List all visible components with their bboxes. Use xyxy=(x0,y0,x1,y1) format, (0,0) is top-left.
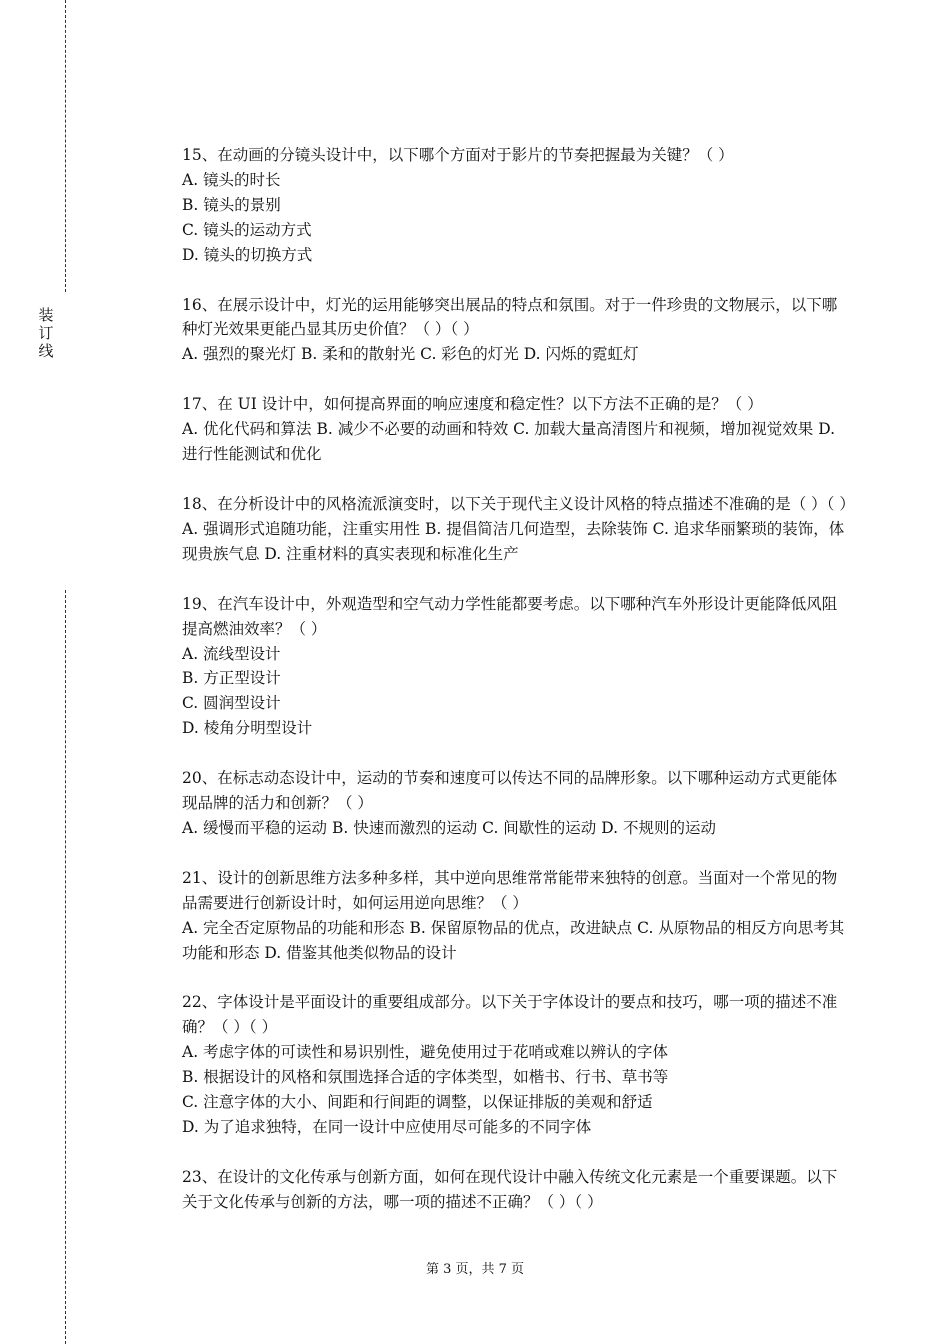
option-d: D. 为了追求独特，在同一设计中应使用尽可能多的不同字体 xyxy=(182,1118,592,1136)
binding-label-char: 订 xyxy=(38,324,54,342)
question-options: A. 完全否定原物品的功能和形态 B. 保留原物品的优点，改进缺点 C. 从原物品的相反方向思考其功能和形态 D. 借鉴其他类似物品的设计 xyxy=(182,918,845,962)
question-options: A. 强烈的聚光灯 B. 柔和的散射光 C. 彩色的灯光 D. 闪烁的霓虹灯 xyxy=(182,345,639,364)
option-a: A. 流线型设计 xyxy=(182,644,281,663)
question-16 xyxy=(182,293,852,368)
question-17 xyxy=(182,392,852,467)
question-21 xyxy=(182,866,852,966)
question-options: A. 强调形式追随功能，注重实用性 B. 提倡简洁几何造型，去除装饰 C. 追求华丽繁琐的装饰，体现贵族气息 D. 注重材料的真实表现和标准化生产 xyxy=(182,519,845,563)
option-a: A. 考虑字体的可读性和易识别性，避免使用过于花哨或难以辨认的字体 xyxy=(182,1043,669,1062)
question-stem: 19、在汽车设计中，外观造型和空气动力学性能都要考虑。以下哪种汽车外形设计更能降低风阻提高燃油效率？（ ） xyxy=(182,594,838,638)
binding-label-char: 装 xyxy=(38,306,54,324)
option-c: C. 注意字体的大小、间距和行间距的调整，以保证排版的美观和舒适 xyxy=(182,1093,653,1112)
question-20 xyxy=(182,766,852,841)
question-22 xyxy=(182,990,852,1139)
question-stem: 17、在 UI 设计中，如何提高界面的响应速度和稳定性？以下方法不正确的是？（ ） xyxy=(182,395,763,414)
binding-label xyxy=(37,306,55,360)
option-c: C. 圆润型设计 xyxy=(182,694,281,713)
page-number: 第 3 页，共 7 页 xyxy=(425,1262,525,1277)
question-18 xyxy=(182,492,855,567)
binding-line-top xyxy=(65,0,66,292)
question-19 xyxy=(182,592,852,741)
option-b: B. 根据设计的风格和氛围选择合适的字体类型，如楷书、行书、草书等 xyxy=(182,1068,669,1087)
question-list xyxy=(182,143,855,1240)
question-stem: 18、在分析设计中的风格流派演变时，以下关于现代主义设计风格的特点描述不准确的是（ ）（ ） xyxy=(182,494,855,513)
question-15 xyxy=(182,143,852,268)
question-stem: 20、在标志动态设计中，运动的节奏和速度可以传达不同的品牌形象。以下哪种运动方式更能体现品牌的活力和创新？（ ） xyxy=(182,769,838,813)
binding-label-char: 线 xyxy=(38,342,54,360)
question-23 xyxy=(182,1165,852,1215)
question-options: A. 优化代码和算法 B. 减少不必要的动画和特效 C. 加载大量高清图片和视频，增加视觉效果 D. 进行性能测试和优化 xyxy=(182,420,836,464)
option-d: D. 棱角分明型设计 xyxy=(182,719,313,738)
question-stem: 15、在动画的分镜头设计中，以下哪个方面对于影片的节奏把握最为关键？（ ） xyxy=(182,146,734,164)
question-stem: 23、在设计的文化传承与创新方面，如何在现代设计中融入传统文化元素是一个重要课题。以下关于文化传承与创新的方法，哪一项的描述不正确？（ ）（ ） xyxy=(182,1167,838,1211)
option-b: B. 镜头的景别 xyxy=(182,195,281,214)
question-stem: 21、设计的创新思维方法多种多样，其中逆向思维常常能带来独特的创意。当面对一个常见的物品需要进行创新设计时，如何运用逆向思维？（ ） xyxy=(182,868,838,912)
option-b: B. 方正型设计 xyxy=(182,669,281,688)
option-c: C. 镜头的运动方式 xyxy=(182,220,312,239)
option-a: A. 镜头的时长 xyxy=(182,170,281,189)
question-options: A. 缓慢而平稳的运动 B. 快速而激烈的运动 C. 间歇性的运动 D. 不规则的运动 xyxy=(182,818,716,837)
binding-line-bottom xyxy=(65,590,66,1344)
question-stem: 16、在展示设计中，灯光的运用能够突出展品的特点和氛围。对于一件珍贵的文物展示，以下哪种灯光效果更能凸显其历史价值？（ ）（ ） xyxy=(182,295,838,339)
question-stem: 22、字体设计是平面设计的重要组成部分。以下关于字体设计的要点和技巧，哪一项的描述不准确？（ ）（ ） xyxy=(182,993,838,1037)
option-d: D. 镜头的切换方式 xyxy=(182,245,313,264)
